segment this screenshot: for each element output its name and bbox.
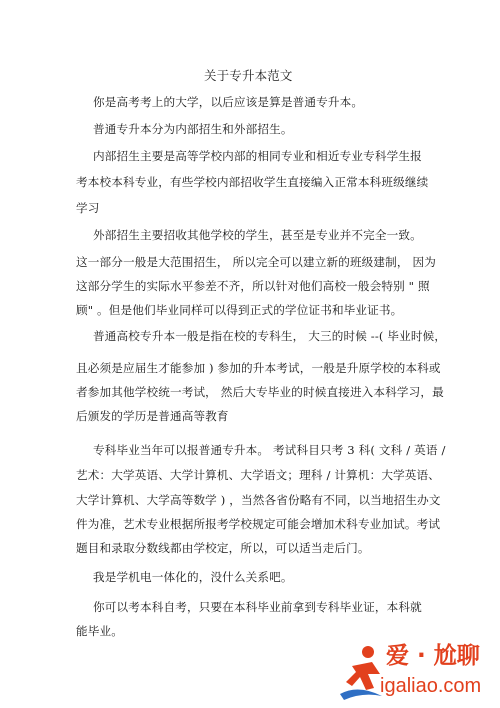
text-line: 学习 — [76, 201, 100, 215]
text-line: 专科毕业当年可以报普通专升本。 考试科目只考 3 科( 文科 / 英语 / — [93, 443, 446, 457]
text-line: 且必须是应届生才能参加 ) 参加的升本考试，一般是升原学校的本科或 — [76, 361, 441, 375]
watermark-logo — [338, 640, 500, 708]
text-line: 艺术：大学英语、大学计算机、大学语文；理科 / 计算机：大学英语、 — [76, 468, 441, 482]
text-line: 你是高考考上的大学，以后应该是算是普通专升本。 — [93, 95, 364, 109]
text-line: 题目和录取分数线都由学校定，所以，可以适当走后门。 — [76, 541, 370, 555]
text-line: 你可以考本科自考，只要在本科毕业前拿到专科毕业证，本科就 — [93, 600, 422, 614]
text-line: 外部招生主要招收其他学校的学生，甚至是专业并不完全一致。 — [93, 228, 422, 242]
document-title: 关于专升本范文 — [204, 68, 293, 83]
watermark-name: 爱 · 尬聊 — [386, 643, 480, 669]
text-line: 考本校本科专业，有些学校内部招收学生直接编入正常本科班级继续 — [76, 175, 429, 189]
text-line: 内部招生主要是高等学校内部的相同专业和相近专业专科学生报 — [93, 149, 422, 163]
watermark-url: igaliao.com — [380, 675, 482, 697]
text-line: 普通高校专升本一般是指在校的专科生， 大三的时候 --( 毕业时候， — [93, 329, 447, 343]
text-line: 这部分学生的实际水平参差不齐，所以针对他们高校一般会特别 " 照 — [76, 279, 430, 293]
text-line: 能毕业。 — [76, 624, 123, 638]
text-line: 顾" 。但是他们毕业同样可以得到正式的学位证书和毕业证书。 — [76, 303, 403, 317]
text-line: 后颁发的学历是普通高等教育 — [76, 409, 229, 423]
text-line: 者参加其他学校统一考试， 然后大专毕业的时候直接进入本科学习，最 — [76, 385, 444, 399]
text-line: 这一部分一般是大范围招生， 所以完全可以建立新的班级建制， 因为 — [76, 255, 436, 269]
text-line: 普通专升本分为内部招生和外部招生。 — [93, 122, 293, 136]
text-line: 件为准，艺术专业根据所报考学校规定可能会增加术科专业加试。考试 — [76, 517, 441, 531]
text-line: 大学计算机、大学高等数学 ) ，当然各省份略有不同，以当地招生办文 — [76, 493, 441, 507]
text-line: 我是学机电一体化的，没什么关系吧。 — [93, 570, 293, 584]
